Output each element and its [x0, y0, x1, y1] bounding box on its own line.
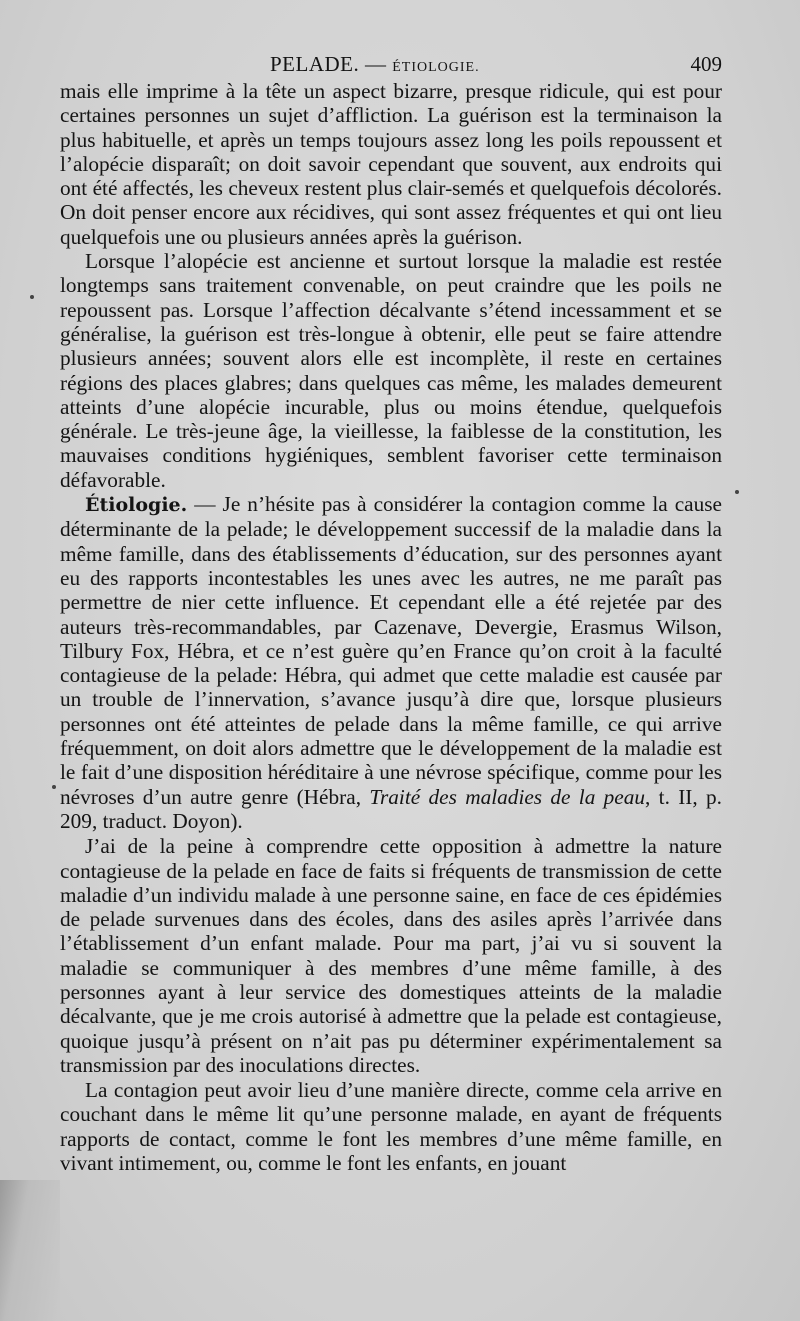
margin-mark — [30, 295, 34, 299]
margin-mark — [52, 785, 56, 789]
margin-mark — [735, 490, 739, 494]
running-header — [60, 52, 722, 80]
paragraph-prognosis-continued: mais elle imprime à la tête un aspect bizarre, presque ridicule, qui est pour certaines personnes un sujet d’affliction. La guérison est la terminaison la plus habituelle, et après un temps toujours assez long les poils repoussent et l’alopécie disparaît; on doit savoir cependant que souvent, aux endroits qui ont été affectés, les cheveux restent plus clair-semés et quelquefois décolorés. On doit penser encore aux récidives, qui sont assez fréquentes et qui ont lieu quelquefois une ou plusieurs années après la guérison. — [60, 79, 722, 249]
paragraph-etiology — [60, 492, 722, 833]
page-number: 409 — [690, 52, 722, 76]
citation-title: Traité des maladies de la peau — [369, 784, 646, 809]
running-title — [270, 52, 480, 77]
page-edge-shadow — [0, 1180, 60, 1321]
citation-details: , t. II, p. 209, traduct. Doyon). — [60, 784, 722, 833]
paragraph-contagion-argument: J’ai de la peine à comprendre cette opposition à admettre la nature contagieuse de la pelade en face de faits si fréquents de transmission de cette maladie d’un individu malade à une personne saine, en face de ces épidémies de pelade survenues dans des écoles, dans des asiles après l’arrivée dans l’établissement d’un enfant malade. Pour ma part, j’ai vu si souvent la maladie se communiquer à des membres d’une même famille, à des personnes ayant à leur service des domestiques atteints de la maladie décalvante, que je me crois autorisé à admettre que la pelade est contagieuse, quoique jusqu’à présent on n’ait pas pu déterminer expérimentalement sa transmission par des inoculations directes. — [60, 834, 722, 1077]
paragraph-prognosis-chronic: Lorsque l’alopécie est ancienne et surtout lorsque la maladie est restée longtemps sans traitement convenable, on peut craindre que les poils ne repoussent pas. Lorsque l’affection décalvante s’étend incessamment et se généralise, la guérison est très-longue à obtenir, elle peut se faire attendre plusieurs années; souvent alors elle est incomplète, il reste en certaines régions des places glabres; dans quelques cas même, les malades demeurent atteints d’une alopécie incurable, plus ou moins étendue, quelquefois générale. Le très-jeune âge, la vieillesse, la faiblesse de la constitution, les mauvaises conditions hygiéniques, semblent favoriser cette terminaison défavorable. — [60, 249, 722, 492]
running-section: ÉTIOLOGIE. — [392, 60, 480, 75]
section-heading-etiologie: Étiologie. — [85, 494, 188, 517]
running-title-text: PELADE. — — [270, 52, 387, 76]
body-text — [60, 79, 722, 1175]
etiology-text: — Je n’hésite pas à considérer la contagion comme la cause déterminante de la pelade; le développement successif de la maladie dans la même famille, dans des établissements d’éducation, sur des personnes ayant eu des rapports incontestables les unes avec les autres, ne me paraît pas permettre de nier cette influence. Et cependant elle a été rejetée par des auteurs très-recommandables, par Cazenave, Devergie, Erasmus Wilson, Tilbury Fox, Hébra, et ce n’est guère qu’en France qu’on croit à la faculté contagieuse de la pelade: Hébra, qui admet que cette maladie est causée par un trouble de l’innervation, s’avance jusqu’à dire que, lorsque plusieurs personnes ont été atteintes de pelade dans la même famille, ce qui arrive fréquemment, on doit alors admettre que le développement de la maladie est le fait d’une disposition héréditaire à une névrose spécifique, comme pour les névroses d’un autre genre (Hébra, — [60, 492, 722, 809]
paragraph-contagion-direct: La contagion peut avoir lieu d’une manière directe, comme cela arrive en couchant dans le même lit qu’une personne malade, en ayant de fréquents rapports de contact, comme le font les membres d’une même famille, en vivant intimement, ou, comme le font les enfants, en jouant — [60, 1078, 722, 1176]
